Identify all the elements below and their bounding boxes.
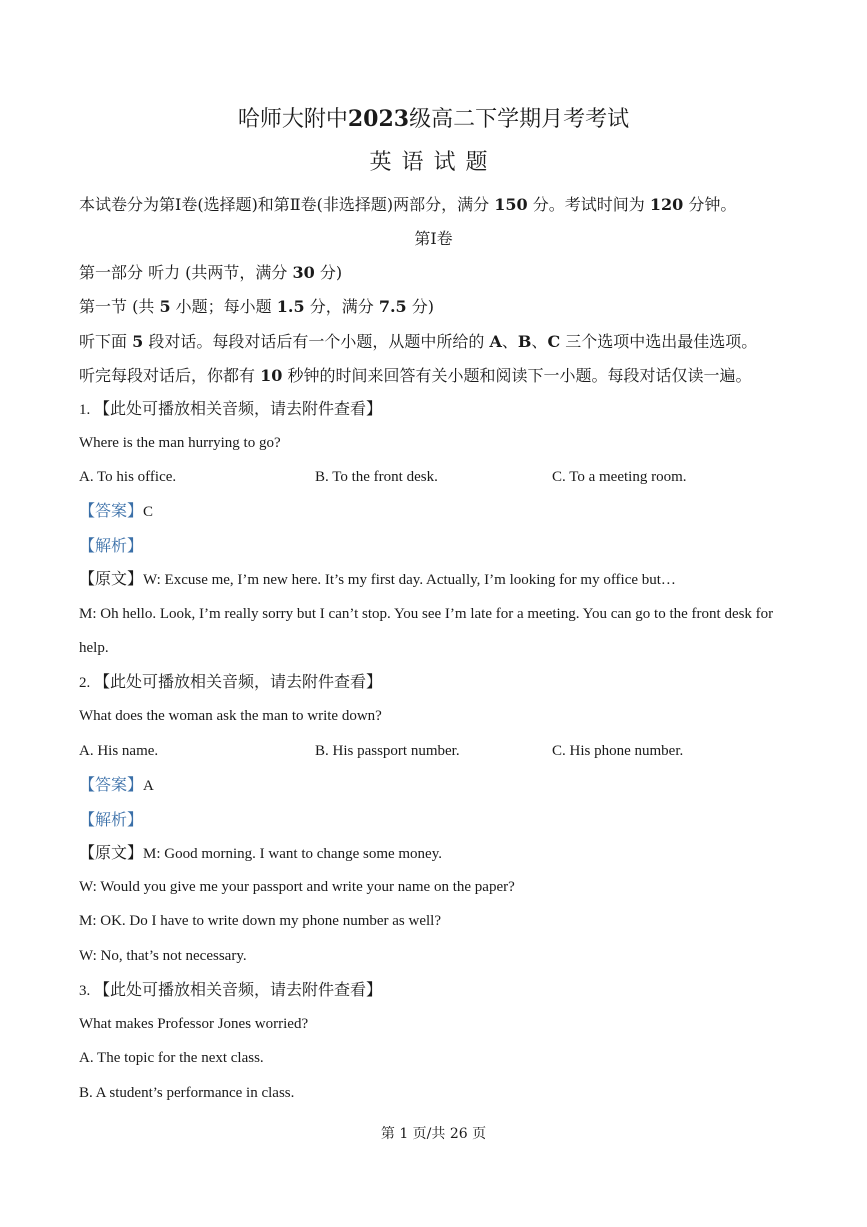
exam-intro: 本试卷分为第Ⅰ卷(选择题)和第Ⅱ卷(非选择题)两部分，满分 150 分。考试时间为 120 分钟。	[79, 195, 737, 214]
q3-option-a: A. The topic for the next class.	[79, 1050, 264, 1066]
exam-subtitle: 英语试题	[369, 150, 498, 175]
answer-tag: 【答案】	[79, 503, 144, 520]
original-tag: 【原文】	[79, 845, 144, 862]
q2-analysis-tag: 【解析】	[79, 810, 144, 829]
q1-transcript-2: M: Oh hello. Look, I’m really sorry but I can’t stop. You see I’m late for a meeting. You can go to the front desk for	[79, 606, 774, 622]
q3-option-b: B. A student’s performance in class.	[79, 1085, 295, 1101]
q2-answer: 【答案】A	[79, 777, 154, 794]
question-1-text: Where is the man hurrying to go?	[79, 435, 281, 451]
page-footer: 第 1 页/共 26 页	[380, 1126, 487, 1142]
q1-answer: 【答案】C	[79, 503, 154, 520]
audio-placeholder[interactable]: 【此处可播放相关音频，请去附件查看】	[94, 401, 383, 418]
question-3-audio[interactable]: 3. 【此处可播放相关音频，请去附件查看】	[79, 982, 383, 999]
q2-option-a: A. His name.	[79, 743, 159, 759]
q2-transcript-2: W: Would you give me your passport and write your name on the paper?	[79, 879, 515, 895]
question-2-text: What does the woman ask the man to write down?	[79, 708, 382, 724]
instructions-line-2: 听完每段对话后，你都有 10 秒钟的时间来回答有关小题和阅读下一小题。每段对话仅读一遍。	[79, 366, 752, 385]
q2-transcript-1: 【原文】M: Good morning. I want to change some money.	[79, 845, 442, 862]
q1-option-c: C. To a meeting room.	[552, 469, 687, 485]
q1-transcript-3: help.	[79, 640, 109, 656]
original-tag: 【原文】	[79, 571, 144, 588]
q2-option-c: C. His phone number.	[552, 743, 684, 759]
audio-placeholder[interactable]: 【此处可播放相关音频，请去附件查看】	[94, 982, 383, 999]
q2-transcript-3: M: OK. Do I have to write down my phone number as well?	[79, 913, 442, 929]
audio-placeholder[interactable]: 【此处可播放相关音频，请去附件查看】	[94, 674, 383, 691]
question-3-text: What makes Professor Jones worried?	[79, 1016, 309, 1032]
exam-title: 哈师大附中2023级高二下学期月考考试	[237, 106, 630, 132]
q2-transcript-4: W: No, that’s not necessary.	[79, 948, 247, 964]
volume-label: 第Ⅰ卷	[414, 229, 453, 248]
section-heading: 第一节 (共 5 小题；每小题 1.5 分，满分 7.5 分)	[79, 297, 435, 316]
q1-option-a: A. To his office.	[79, 469, 177, 485]
question-1-audio[interactable]: 1. 【此处可播放相关音频，请去附件查看】	[79, 401, 383, 418]
q1-analysis-tag: 【解析】	[79, 536, 144, 555]
question-2-audio[interactable]: 2. 【此处可播放相关音频，请去附件查看】	[79, 674, 383, 691]
q1-option-b: B. To the front desk.	[315, 469, 438, 485]
instructions-line-1: 听下面 5 段对话。每段对话后有一个小题，从题中所给的 A、B、C 三个选项中选出最佳选项。	[79, 332, 758, 351]
part-heading: 第一部分 听力 (共两节，满分 30 分)	[79, 263, 343, 282]
q1-transcript-1: 【原文】W: Excuse me, I’m new here. It’s my first day. Actually, I’m looking for my office but…	[79, 571, 676, 588]
answer-tag: 【答案】	[79, 777, 144, 794]
q2-option-b: B. His passport number.	[315, 743, 460, 759]
